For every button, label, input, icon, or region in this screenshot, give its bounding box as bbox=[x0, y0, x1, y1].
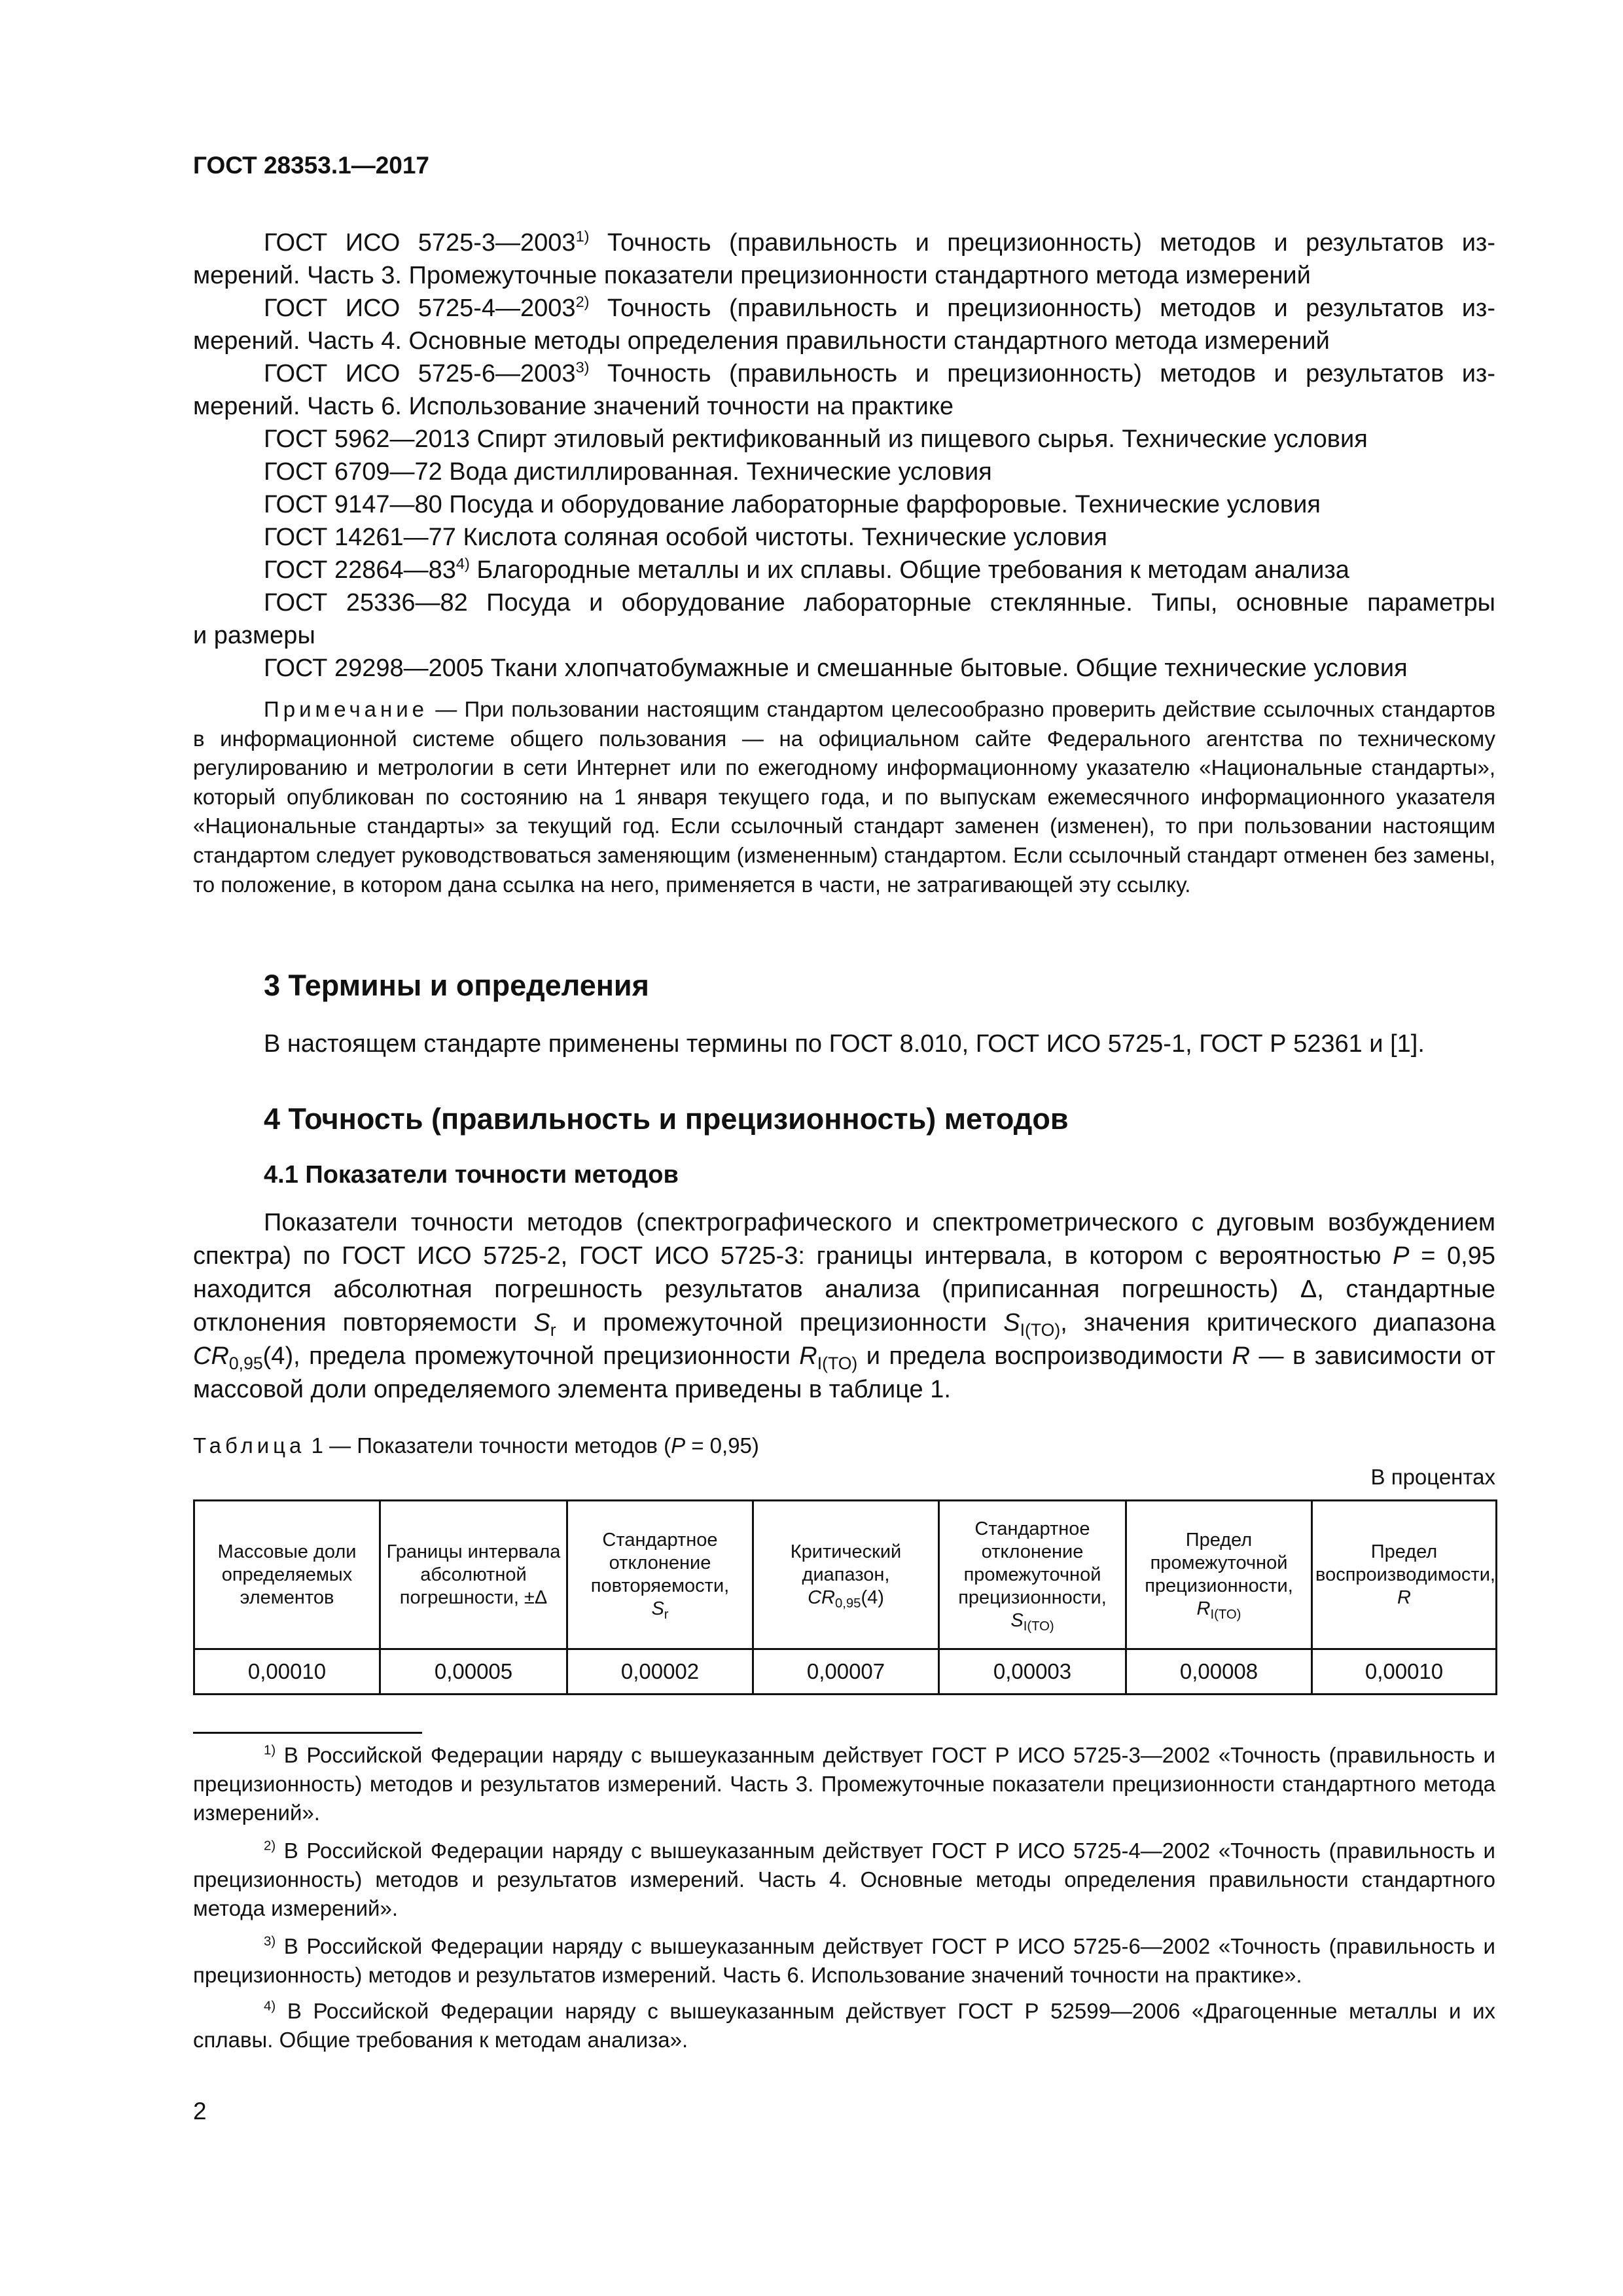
reference-item: ГОСТ ИСО 5725-4—2003$^{2)}$ Точность (правильность и прецизионность) методов и результатов из- bbox=[264, 293, 1495, 322]
document-code-header: ГОСТ 28353.1—2017 bbox=[193, 152, 430, 179]
footnote-2: $^{2)}$ В Российской Федерации наряду с вышеуказанным действует ГОСТ Р ИСО 5725-4—2002 «Точность (правильность и прецизионность) методов и результатов измерений. Часть 4. Основные методы определения правильности стандартного метода измерений». bbox=[193, 1838, 1495, 1920]
table-units: В процентах bbox=[1370, 1465, 1495, 1489]
note-label: Примечание bbox=[264, 697, 429, 721]
section-3-body bbox=[193, 1028, 1495, 1061]
table-row bbox=[194, 1649, 1497, 1695]
table-cell: 0,00002 bbox=[567, 1649, 753, 1695]
section-3-text: В настоящем стандарте применены термины по ГОСТ 8.010, ГОСТ ИСО 5725-1, ГОСТ Р 52361 и [1]. bbox=[264, 1030, 1425, 1058]
reference-item: ГОСТ ИСО 5725-6—2003$^{3)}$ Точность (правильность и прецизионность) методов и результатов из- bbox=[264, 358, 1495, 387]
section-4-title: 4 Точность (правильность и прецизионность) методов bbox=[264, 1102, 1069, 1136]
reference-item-cont: мерений. Часть 6. Использование значений точности на практике bbox=[193, 393, 954, 420]
col-repeatability-sd: Стандартное отклонение повторяемости, $S_r$ bbox=[567, 1501, 753, 1649]
col-critical-range: Критический диапазон, $CR_{0,95}(4)$ bbox=[753, 1501, 939, 1649]
table-cell: 0,00008 bbox=[1126, 1649, 1312, 1695]
section-4-1-title: 4.1 Показатели точности методов bbox=[264, 1161, 679, 1189]
reference-item: ГОСТ 29298—2005 Ткани хлопчатобумажные и смешанные бытовые. Общие технические условия bbox=[264, 655, 1408, 682]
col-intermediate-limit: Предел промежуточной прецизионности, $R_{I(TO)}$ bbox=[1126, 1501, 1312, 1649]
references-note bbox=[193, 695, 1495, 899]
footnote-3: $^{3)}$ В Российской Федерации наряду с вышеуказанным действует ГОСТ Р ИСО 5725-6—2002 «Точность (правильность и прецизионность) методов и результатов измерений. Часть 6. Использование значений точности на практике». bbox=[193, 1933, 1495, 1987]
table-cell: 0,00010 bbox=[194, 1649, 380, 1695]
references-list bbox=[193, 226, 1495, 685]
section-3-title: 3 Термины и определения bbox=[264, 969, 649, 1002]
table-cell: 0,00003 bbox=[939, 1649, 1126, 1695]
col-error-interval: Границы интервала абсолютной погрешности, ±Δ bbox=[380, 1501, 567, 1649]
reference-item: ГОСТ ИСО 5725-3—2003$^{1)}$ Точность (правильность и прецизионность) методов и результатов из- bbox=[264, 227, 1495, 257]
reference-item-cont: мерений. Часть 3. Промежуточные показатели прецизионности стандартного метода измерений bbox=[193, 262, 1311, 289]
note-text: — При пользовании настоящим стандартом целесообразно проверить действие ссылочных стандартов в информационной системе общего пользования — на официальном сайте Федерального агентства по техническому регулированию и метрологии в сети Интернет или по ежегодному информационному указателю «Национальные стандарты», который опубликован по состоянию на 1 января текущего года, и по выпускам ежемесячного информационного указателя «Национальные стандарты» за текущий год. Если ссылочный стандарт заменен (изменен), то при пользовании настоящим стандартом следует руководствоваться заменяющим (измененным) стандартом. Если ссылочный стандарт отменен без замены, то положение, в котором дана ссылка на него, применяется в части, не затрагивающей эту ссылку. bbox=[193, 697, 1495, 897]
footnote-rule bbox=[193, 1732, 422, 1734]
reference-item: ГОСТ 5962—2013 Спирт этиловый ректификованный из пищевого сырья. Технические условия bbox=[264, 425, 1368, 453]
reference-item: ГОСТ 14261—77 Кислота соляная особой чистоты. Технические условия bbox=[264, 524, 1107, 551]
reference-item-cont: мерений. Часть 4. Основные методы определения правильности стандартного метода измерений bbox=[193, 327, 1330, 355]
page-number: 2 bbox=[193, 2098, 207, 2125]
reference-item: ГОСТ 22864—83$^{4)}$ Благородные металлы и их сплавы. Общие требования к методам анализа bbox=[264, 554, 1349, 584]
footnote-4: $^{4)}$ В Российской Федерации наряду с вышеуказанным действует ГОСТ Р 52599—2006 «Драгоценные металлы и их сплавы. Общие требования к методам анализа». bbox=[193, 1998, 1495, 2052]
reference-item: ГОСТ 9147—80 Посуда и оборудование лабораторные фарфоровые. Технические условия bbox=[264, 491, 1321, 518]
footnote-1: $^{1)}$ В Российской Федерации наряду с вышеуказанным действует ГОСТ Р ИСО 5725-3—2002 «Точность (правильность и прецизионность) методов и результатов измерений. Часть 3. Промежуточные показатели прецизионности стандартного метода измерений». bbox=[193, 1742, 1495, 1825]
reference-item-cont: и размеры bbox=[193, 622, 315, 649]
table-cell: 0,00007 bbox=[753, 1649, 939, 1695]
col-intermediate-sd: Стандартное отклонение промежуточной прецизионности, $S_{I(TO)}$ bbox=[939, 1501, 1126, 1649]
section-4-1-text: Показатели точности методов (спектрографического и спектрометрического с дуговым возбуждением спектра) по ГОСТ ИСО 5725-2, ГОСТ ИСО 5725-3: границы интервала, в котором с вероятностью P = 0,95 находится абсолютная погрешность результатов анализа (приписанная погрешность) Δ, стандартные отклонения повторяемости $S_r$ и промежуточной прецизионности $S_{I(TO)}$, значения критического диапазона $CR_{0,95}(4)$, предела промежуточной прецизионности $R_{I(TO)}$ и предела воспроизводимости R — в зависимости от массовой доли определяемого элемента приведены в таблице 1. bbox=[193, 1209, 1495, 1403]
table-cell: 0,00010 bbox=[1312, 1649, 1497, 1695]
table-cell: 0,00005 bbox=[380, 1649, 567, 1695]
reference-item: ГОСТ 6709—72 Вода дистиллированная. Технические условия bbox=[264, 458, 992, 486]
section-4-1-body bbox=[193, 1206, 1495, 1407]
reference-item: ГОСТ 25336—82 Посуда и оборудование лабораторные стеклянные. Типы, основные параметры bbox=[264, 589, 1495, 617]
table-caption: Таблица 1 — Показатели точности методов (P = 0,95) bbox=[193, 1433, 759, 1458]
accuracy-table bbox=[193, 1499, 1497, 1695]
table-header-row bbox=[194, 1501, 1497, 1649]
col-mass-fraction: Массовые доли определяемых элементов bbox=[194, 1501, 380, 1649]
col-reproducibility-limit: Предел воспроизводимости, R bbox=[1312, 1501, 1497, 1649]
